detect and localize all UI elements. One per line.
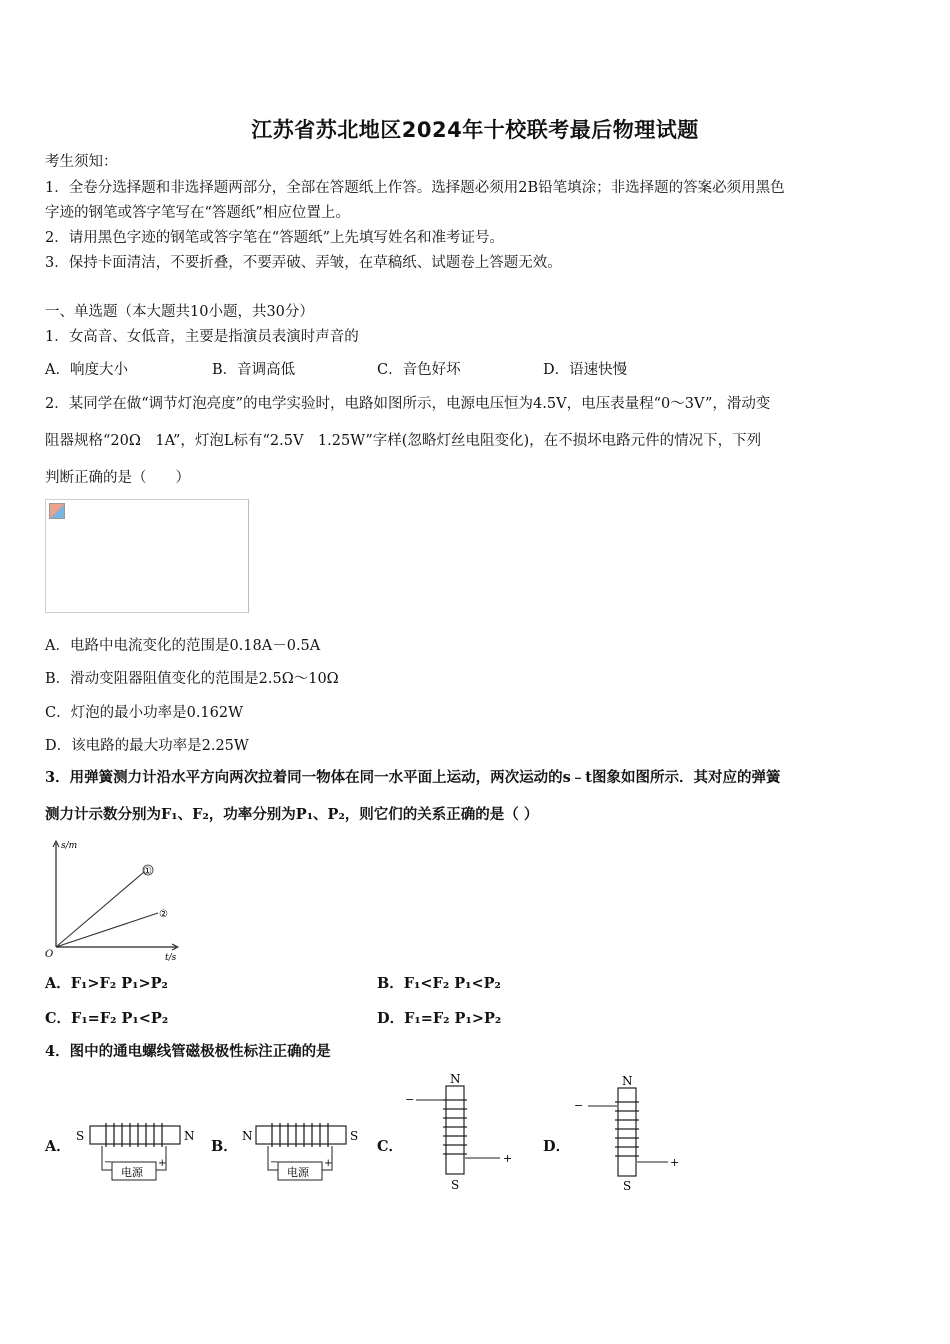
solenoid-core-a [90, 1126, 180, 1144]
q4-diagram-b [236, 1118, 371, 1196]
q4-stem: 4．图中的通电螺线管磁极极性标注正确的是 [45, 1043, 331, 1060]
st-graph [40, 835, 190, 965]
power-source-label-b: 电源 [287, 1166, 309, 1179]
notice-item-3: 3．保持卡面清洁，不要折叠，不要弄破、弄皱，在草稿纸、试题卷上答题无效。 [45, 255, 562, 271]
q2-stem-line-1: 2．某同学在做“调节灯泡亮度”的电学实验时，电路如图所示，电源电压恒为4.5V，电压表量程“0～3V”，滑动变 [45, 396, 771, 412]
q4-option-b-letter: B． [211, 1138, 238, 1155]
q2-stem-line-3: 判断正确的是（ ） [45, 470, 190, 486]
left-pole-a: S [76, 1129, 85, 1143]
plus-label-d: + [670, 1156, 680, 1169]
solenoid-coil-c [443, 1100, 467, 1154]
q3-stem-line-1: 3．用弹簧测力计沿水平方向两次拉着同一物体在同一水平面上运动，两次运动的s﹣t图象如图所示．其对应的弹簧 [45, 769, 781, 786]
x-axis-label: t/s [165, 953, 177, 963]
power-source-label-a: 电源 [121, 1166, 143, 1179]
q2-stem-line-2: 阻器规格“20Ω 1A”，灯泡L标有“2.5V 1.25W”字样(忽略灯丝电阻变化)，在不损坏电路元件的情况下，下列 [45, 433, 762, 449]
solenoid-core-c [446, 1086, 464, 1174]
q4-diagram-d [568, 1072, 688, 1197]
q3-option-c: C．F₁=F₂ P₁<P₂ [45, 1010, 169, 1027]
q3-option-a: A．F₁>F₂ P₁>P₂ [45, 975, 168, 992]
y-axis-label: s/m [61, 841, 78, 851]
q1-option-b: B．音调高低 [212, 362, 296, 378]
left-pole-b: N [242, 1129, 253, 1143]
q4-option-c-letter: C． [377, 1138, 404, 1155]
q4-diagram-a [70, 1118, 205, 1196]
q3-option-d: D．F₁=F₂ P₁>P₂ [377, 1010, 502, 1027]
bottom-pole-d: S [623, 1179, 632, 1193]
notice-item-1-line-2: 字迹的钢笔或答字笔写在“答题纸”相应位置上。 [45, 205, 350, 221]
right-pole-b: S [350, 1129, 359, 1143]
graph-line-1 [56, 872, 144, 947]
minus-label-a: − [104, 1157, 113, 1168]
q2-option-c: C．灯泡的最小功率是0.162W [45, 705, 244, 721]
q1-option-a: A．响度大小 [45, 362, 128, 378]
circuit-image-placeholder [45, 499, 249, 613]
q1-option-d: D．语速快慢 [543, 362, 628, 378]
minus-label-c: − [405, 1093, 415, 1106]
plus-label-b: + [324, 1158, 333, 1169]
solenoid-core-b [256, 1126, 346, 1144]
line-1-label: ① [143, 866, 152, 877]
origin-label: O [45, 949, 54, 960]
q3-stem-line-2: 测力计示数分别为F₁、F₂，功率分别为P₁、P₂，则它们的关系正确的是（ ） [45, 806, 539, 823]
plus-label-c: + [503, 1152, 513, 1165]
q2-option-b: B．滑动变阻器阻值变化的范围是2.5Ω～10Ω [45, 671, 339, 687]
solenoid-core-d [618, 1088, 636, 1176]
top-pole-d: N [622, 1074, 633, 1088]
q1-stem: 1．女高音、女低音，主要是指演员表演时声音的 [45, 329, 359, 345]
line-2-label: ② [159, 909, 168, 920]
q4-option-a-letter: A． [45, 1138, 71, 1155]
page-title: 江苏省苏北地区2024年十校联考最后物理试题 [251, 118, 699, 142]
plus-label-a: + [158, 1158, 167, 1169]
top-pole-c: N [450, 1072, 461, 1086]
notice-heading: 考生须知： [45, 154, 118, 170]
q1-option-c: C．音色好坏 [377, 362, 461, 378]
section-heading: 一、单选题（本大题共10小题，共30分） [45, 304, 314, 320]
q2-option-d: D．该电路的最大功率是2.25W [45, 738, 249, 754]
q4-option-d-letter: D． [543, 1138, 571, 1155]
notice-item-1-line-1: 1．全卷分选择题和非选择题两部分，全部在答题纸上作答。选择题必须用2B铅笔填涂；非选择题的答案必须用黑色 [45, 180, 785, 196]
right-pole-a: N [184, 1129, 195, 1143]
broken-image-icon [49, 503, 65, 519]
q3-option-b: B．F₁<F₂ P₁<P₂ [377, 975, 501, 992]
notice-item-2: 2．请用黑色字迹的钢笔或答字笔在“答题纸”上先填写姓名和准考证号。 [45, 230, 505, 246]
bottom-pole-c: S [451, 1178, 460, 1192]
q4-diagram-c [400, 1070, 520, 1195]
minus-label-b: − [270, 1157, 279, 1168]
graph-line-2 [56, 913, 158, 947]
q2-option-a: A．电路中电流变化的范围是0.18A－0.5A [45, 638, 321, 654]
minus-label-d: − [574, 1099, 584, 1112]
